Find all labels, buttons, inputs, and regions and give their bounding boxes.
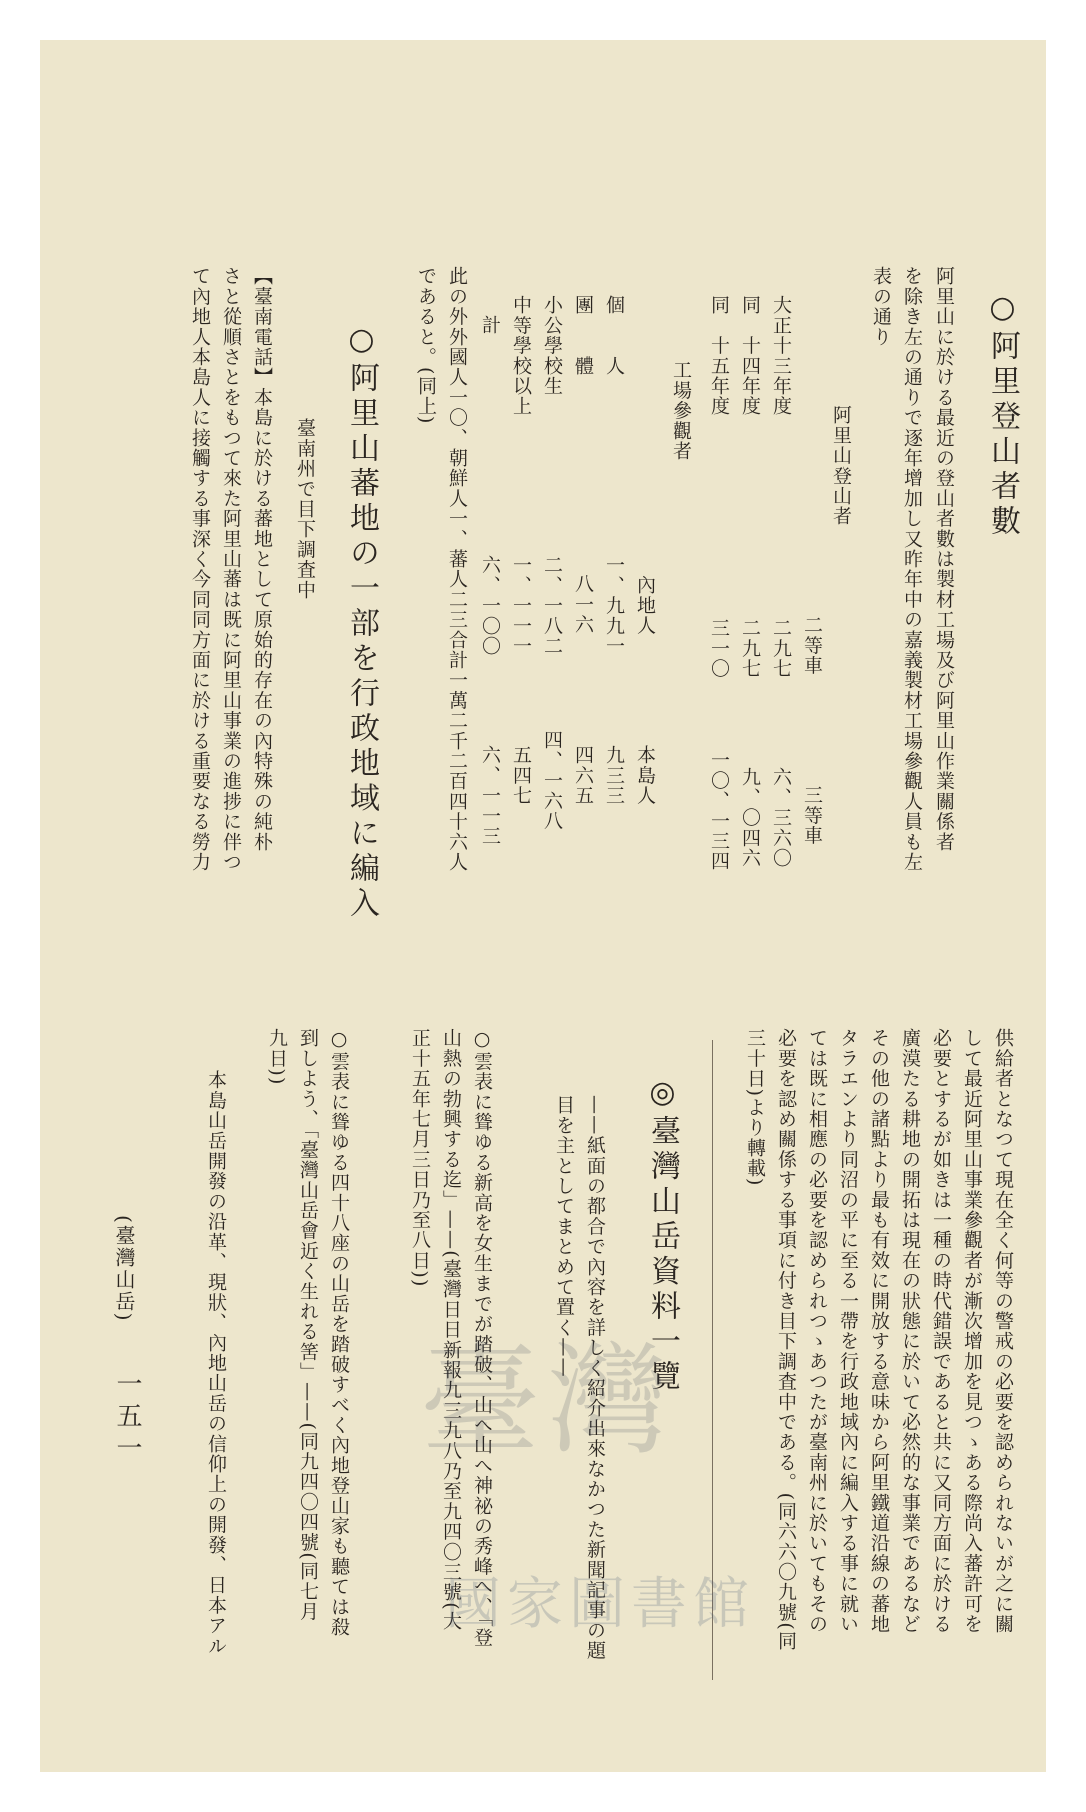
table1-row-year: 同 十五年度 [708, 295, 730, 417]
table1-row-third: 一〇、一三四 [708, 750, 730, 872]
table1-row-second: 二九七 [770, 618, 792, 679]
article3-entry-line: ○雲表に聳ゆる新高を女生までが踏破、山へ山へ神祕の秀峰へ、「登 [471, 1028, 493, 1648]
table1-col-second-class: 二等車 [801, 615, 823, 676]
table2-row-japanese: 八一六 [572, 574, 594, 635]
article3-entry-line: ○雲表に聳ゆる四十八座の山岳を踏破すべく內地登山家も聽ては殺 [328, 1028, 350, 1637]
article2-line: 【臺南電話】本島に於ける蕃地として原始的存在の內特殊の純朴 [251, 266, 273, 852]
table2-row-label: 中等學校以上 [510, 295, 532, 417]
article2-line: して最近阿里山事業參觀者が漸次增加を見つゝある際尚入蕃許可を [961, 1028, 983, 1634]
article2-line: 必要を認め關係する事項に付き目下調査中である。(同六六〇九號(同 [775, 1028, 797, 1652]
article3-entry-line: 本島山岳開發の沿革、現狀、內地山岳の信仰上の開發、日本アル [205, 1070, 227, 1656]
table2-row-islander: 六、一一三 [479, 745, 501, 846]
table2-note-line: 此の外外國人一〇、朝鮮人一、蕃人二三合計一萬二千二百四十六人 [446, 266, 468, 872]
table2-note-line: であると。(同上) [415, 266, 437, 425]
article2-line: さと從順さとをもつて來た阿里山蕃は既に阿里山事業の進捗に伴つ [220, 266, 242, 873]
article3-entry-line: 山熱の勃興する迄」——(臺灣日日新報九三九八乃至九四〇三號(大 [440, 1028, 462, 1632]
article1-para-line: を除き左の通りで逐年增加し又昨年中の嘉義製材工場參觀人員も左 [901, 266, 923, 872]
table2-row-label: 團 體 [572, 295, 594, 376]
table2-heading: 工場參觀者 [670, 360, 692, 461]
article3-subtitle-line: ——紙面の都合で內容を詳しく紹介出來なかつた新聞記事の題 [584, 1095, 606, 1661]
library-seal-watermark: 臺灣 [420, 1332, 676, 1471]
table2-row-islander: 五四七 [510, 745, 532, 806]
table1-row-second: 二九七 [739, 618, 761, 679]
article2-line: その他の諸點より最も有效に開放する意味から阿里鐵道沿線の蕃地 [868, 1028, 890, 1634]
article1-para-line: 表の通り [870, 266, 892, 347]
article3-entry-line: 到しよう、「臺灣山岳會近く生れる筈」——(同九四〇四號(同七月 [297, 1028, 319, 1622]
table2-row-label: 個 人 [603, 295, 625, 376]
table1-row-third: 九、〇四六 [739, 767, 761, 868]
table1-col-third-class: 三等車 [801, 785, 823, 846]
table2-row-japanese: 二、一八二 [541, 555, 563, 656]
library-name-watermark: 國家圖書館 [445, 1572, 755, 1637]
article2-line: 必要とするが如きは一種の時代錯誤であると共に又同方面に於ける [930, 1028, 952, 1634]
article3-subtitle-line: 目を主としてまとめて置く—— [553, 1095, 575, 1378]
table2-row-japanese: 一、九九一 [603, 555, 625, 656]
table1-heading: 阿里山登山者 [830, 405, 852, 527]
article2-subtitle: 臺南州で目下調査中 [294, 418, 316, 600]
table2-row-japanese: 六、一〇〇 [479, 555, 501, 656]
article2-line: ては既に相應の必要を認められつゝあつたが臺南州に於いてもその [806, 1028, 828, 1634]
article1-para-line: 阿里山に於ける最近の登山者數は製材工場及び阿里山作業關係者 [933, 266, 955, 852]
table2-row-islander: 九三三 [603, 745, 625, 806]
table2-row-label: 小公學校生 [541, 295, 563, 396]
article2-line: て內地人本島人に接觸する事深く今同同方面に於ける重要なる勞力 [189, 266, 211, 872]
article2-line: タラエンより同沼の平に至る一帶を行政地域內に編入する事に就い [837, 1028, 859, 1634]
article2-line: 供給者となつて現在全く何等の警戒の必要を認められないが之に關 [992, 1028, 1014, 1634]
article2-line: 三十日)より轉載) [744, 1028, 766, 1187]
article3-title: ◎臺灣山岳資料一覽 [645, 1075, 680, 1395]
table2-row-japanese: 一、一一一 [510, 555, 532, 656]
footer-journal-name: (臺灣山岳) [112, 1215, 136, 1323]
table2-col-japanese: 內地人 [634, 575, 656, 636]
table1-row-year: 大正十三年度 [770, 295, 792, 417]
footer-page-number: 一五一 [112, 1370, 142, 1466]
article2-title: ○阿里山蕃地の一部を行政地域に編入 [344, 322, 379, 922]
article3-entry-line: 九日)) [266, 1028, 288, 1086]
table1-row-year: 同 十四年度 [739, 295, 761, 417]
table2-row-islander: 四六五 [572, 745, 594, 806]
document-page [40, 40, 1046, 1772]
table1-row-second: 三一〇 [708, 618, 730, 679]
table2-row-label: 計 [479, 315, 501, 336]
table1-row-third: 六、三六〇 [770, 767, 792, 868]
article2-line: 廣漠たる耕地の開拓は現在の狀態に於いて必然的な事業であるなど [899, 1028, 921, 1634]
table2-row-islander: 四、一六八 [541, 730, 563, 831]
article3-entry-line: 正十五年七月三日乃至八日)) [409, 1028, 431, 1288]
article1-title: ○阿里登山者數 [985, 290, 1020, 540]
table2-col-islander: 本島人 [634, 745, 656, 806]
